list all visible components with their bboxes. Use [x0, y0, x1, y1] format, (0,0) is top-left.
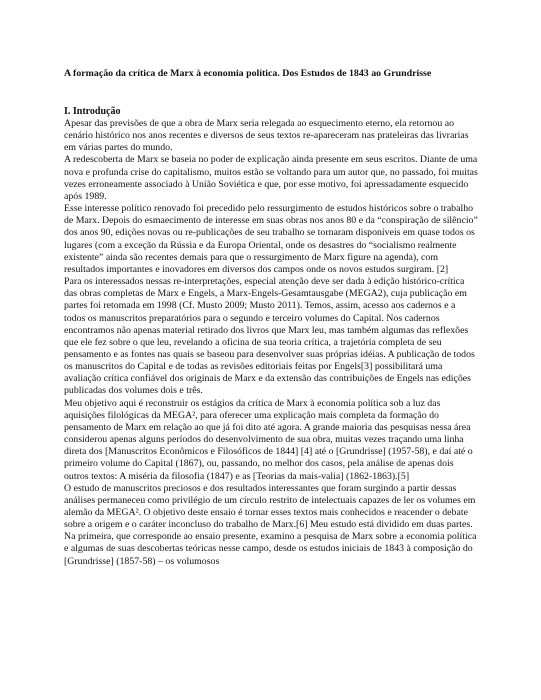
paragraph-2: A redescoberta de Marx se baseia no poder de explicação ainda presente em seus escritos. Diante de uma nova e profunda crise do capitalismo, muitos estão se voltando para um autor que, no passado, foi muitas vezes erroneamente associado à União Soviética e que, por esse motivo, foi apressadamente esquecido após 1989.	[64, 154, 478, 202]
paragraph-5: Meu objetivo aqui é reconstruir os estágios da crítica de Marx à economia política sob a luz das aquisições filológicas da MEGA², para oferecer uma explicação mais completa da formação do pensamento de Marx em relação ao que já foi dito até agora. A grande maioria das pesquisas nessa área considerou apenas alguns períodos do desenvolvimento de sua obra, muitas vezes traçando uma linha direta dos [Manuscritos Econômicos e Filosóficos de 1844] [4] até o [Grundrisse] (1957-58), e daí até o primeiro volume do Capital (1867), ou, passando, no melhor dos casos, pela análise de apenas dois outros textos: A miséria da filosofia (1847) e as [Teorias da mais-valia] (1862-1863).[5]	[64, 397, 473, 482]
document-title: A formação da crítica de Marx à economia política. Dos Estudos de 1843 ao Grundrisse	[64, 68, 432, 79]
paragraph-1: Apesar das previsões de que a obra de Marx seria relegada ao esquecimento eterno, ela retornou ao cenário histórico nos anos recentes e diversos de seus textos re-apareceram nas prateleiras das livrarias em várias partes do mundo.	[64, 118, 469, 154]
paragraph-4: Para os interessados nessas re-interpretações, especial atenção deve ser dada à edição histórico-crítica das obras completas de Marx e Engels, a Marx-Engels-Gesamtausgabe (MEGA2), cuja publicação em partes foi retomada em 1998 (Cf. Musto 2009; Musto 2011). Temos, assim, acesso aos cadernos e a todos os manuscritos preparatórios para o segundo e terceiro volumes do Capital. Nos cadernos encontramos não apenas material retirado dos livros que Marx leu, mas também algumas das reflexões que ele fez sobre o que leu, revelando a oficina de sua teoria crítica, a trajetória completa de seu pensamento e as fontes nas quais se baseou para desenvolver suas próprias idéias. A publicação de todos os manuscritos do Capital e de todas as revisões editoriais feitas por Engels[3] possibilitará uma avaliação crítica confiável dos originais de Marx e da extensão das contribuições de Engels nas edições publicadas dos volumes dois e três.	[64, 276, 475, 397]
paragraph-6: O estudo de manuscritos preciosos e dos resultados interessantes que foram surgindo a partir dessas análises permaneceu como privilégio de um círculo restrito de intelectuais capazes de ler os volumes em alemão da MEGA². O objetivo deste ensaio é tornar esses textos mais conhecidos e reacender o debate sobre a origem e o caráter inconcluso do trabalho de Marx.[6] Meu estudo está dividido em duas partes. Na primeira, que corresponde ao ensaio presente, examino a pesquisa de Marx sobre a economia política e algumas de suas descobertas teóricas nesse campo, desde os estudos iniciais de 1843 à composição do [Grundrisse] (1857-58) – os volumosos	[64, 482, 477, 567]
paragraph-3: Esse interesse político renovado foi precedido pelo ressurgimento de estudos históricos sobre o trabalho de Marx. Depois do esmaecimento de interesse em suas obras nos anos 80 e da “conspiração de silêncio” dos anos 90, edições novas ou re-publicações de seu trabalho se tornaram disponíveis em quase todos os lugares (com a exceção da Rússia e da Europa Oriental, onde os desastres do “socialismo realmente existente” ainda são recentes demais para que o ressurgimento de Marx figure na agenda), com resultados importantes e inovadores em diversos dos campos onde os novos estudos surgiram. [2]	[64, 203, 478, 275]
document-page	[64, 68, 478, 568]
section-heading: I. Introdução	[64, 106, 121, 117]
